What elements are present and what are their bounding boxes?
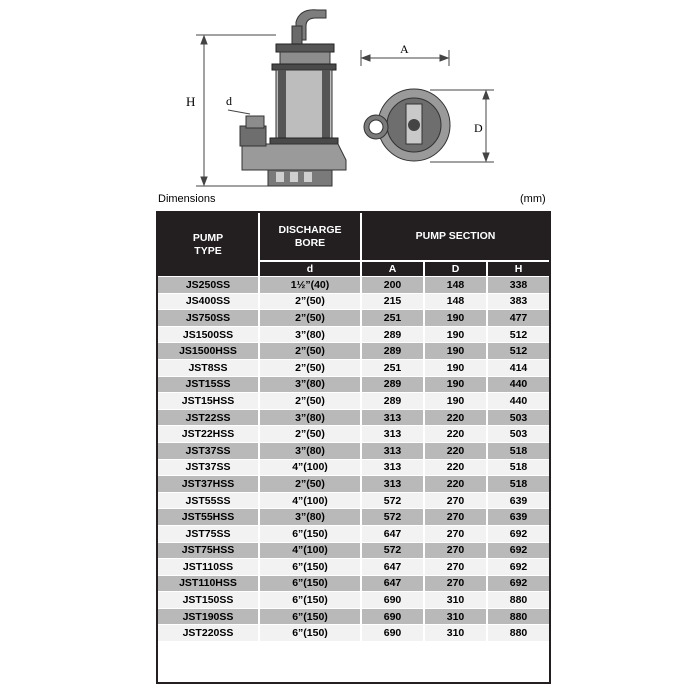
cell-h: 512 [486,326,549,343]
cell-discharge-bore: 6”(150) [258,624,360,641]
cell-pump-type: JST22HSS [158,425,258,442]
header-discharge-bore [258,213,360,260]
cell-pump-type: JST220SS [158,624,258,641]
header-pump-type-line2: TYPE [194,244,222,257]
cell-d: 310 [423,624,486,641]
cell-d: 190 [423,392,486,409]
cell-h: 880 [486,608,549,625]
cell-pump-type: JST75HSS [158,542,258,559]
cell-discharge-bore: 3”(80) [258,326,360,343]
bore-label: d [226,94,232,108]
cell-a: 647 [360,575,423,592]
cell-d: 270 [423,575,486,592]
cell-d: 220 [423,475,486,492]
cell-a: 251 [360,309,423,326]
cell-discharge-bore: 2”(50) [258,359,360,376]
cell-pump-type: JS1500SS [158,326,258,343]
cell-h: 414 [486,359,549,376]
cell-pump-type: JST110SS [158,558,258,575]
cell-d: 190 [423,376,486,393]
cell-pump-type: JST55HSS [158,508,258,525]
cell-pump-type: JST110HSS [158,575,258,592]
cell-pump-type: JS1500HSS [158,342,258,359]
cell-d: 270 [423,508,486,525]
cell-pump-type: JST150SS [158,591,258,608]
cell-discharge-bore: 1½”(40) [258,276,360,293]
cell-h: 383 [486,293,549,310]
table-row [158,409,549,426]
cell-h: 692 [486,558,549,575]
subheader-depth: D [423,260,486,276]
header-discharge-line2: BORE [294,236,326,249]
header-pump-type-line1: PUMP [192,231,224,244]
cell-d: 190 [423,342,486,359]
cell-h: 639 [486,508,549,525]
cell-pump-type: JST8SS [158,359,258,376]
cell-d: 220 [423,425,486,442]
cell-discharge-bore: 2”(50) [258,475,360,492]
cell-h: 503 [486,425,549,442]
cell-a: 313 [360,409,423,426]
table-row [158,575,549,592]
cell-discharge-bore: 6”(150) [258,591,360,608]
cell-pump-type: JS750SS [158,309,258,326]
unit-caption: (mm) [520,193,546,205]
cell-a: 313 [360,425,423,442]
table-row [158,525,549,542]
cell-d: 220 [423,409,486,426]
cell-discharge-bore: 4”(100) [258,459,360,476]
cell-h: 477 [486,309,549,326]
cell-discharge-bore: 2”(50) [258,425,360,442]
cell-discharge-bore: 4”(100) [258,542,360,559]
cell-d: 148 [423,276,486,293]
cell-a: 572 [360,492,423,509]
pump-dimension-drawings [0,0,700,195]
cell-h: 880 [486,624,549,641]
cell-h: 440 [486,392,549,409]
cell-discharge-bore: 3”(80) [258,376,360,393]
cell-discharge-bore: 2”(50) [258,392,360,409]
width-label: A [400,42,409,56]
cell-h: 440 [486,376,549,393]
cell-pump-type: JST15HSS [158,392,258,409]
cell-pump-type: JST190SS [158,608,258,625]
cell-a: 215 [360,293,423,310]
cell-d: 190 [423,309,486,326]
table-row [158,608,549,625]
cell-h: 692 [486,575,549,592]
table-row [158,276,549,293]
table-row [158,542,549,559]
cell-a: 200 [360,276,423,293]
cell-discharge-bore: 2”(50) [258,309,360,326]
cell-a: 690 [360,624,423,641]
cell-h: 639 [486,492,549,509]
cell-a: 289 [360,392,423,409]
cell-a: 572 [360,508,423,525]
cell-pump-type: JST55SS [158,492,258,509]
cell-pump-type: JS250SS [158,276,258,293]
header-discharge-line1: DISCHARGE [278,223,342,236]
table-row [158,624,549,641]
cell-h: 692 [486,525,549,542]
cell-discharge-bore: 3”(80) [258,409,360,426]
cell-a: 572 [360,542,423,559]
table-row [158,442,549,459]
cell-discharge-bore: 6”(150) [258,558,360,575]
cell-d: 270 [423,542,486,559]
cell-pump-type: JST75SS [158,525,258,542]
cell-h: 338 [486,276,549,293]
cell-a: 313 [360,475,423,492]
cell-h: 518 [486,459,549,476]
pump-top-view [364,89,450,161]
cell-d: 148 [423,293,486,310]
cell-a: 289 [360,376,423,393]
cell-discharge-bore: 6”(150) [258,575,360,592]
cell-d: 220 [423,442,486,459]
cell-a: 289 [360,326,423,343]
cell-discharge-bore: 6”(150) [258,525,360,542]
cell-h: 518 [486,475,549,492]
cell-h: 503 [486,409,549,426]
header-pump-section: PUMP SECTION [360,213,549,260]
cell-d: 190 [423,326,486,343]
table-row [158,342,549,359]
cell-discharge-bore: 2”(50) [258,342,360,359]
table-row [158,492,549,509]
subheader-d: d [258,260,360,276]
table-row [158,425,549,442]
pump-dimension-table [158,213,549,641]
cell-d: 270 [423,492,486,509]
height-label: H [186,94,196,109]
cell-pump-type: JST37SS [158,442,258,459]
subheader-h: H [486,260,549,276]
cell-pump-type: JST22SS [158,409,258,426]
cell-d: 310 [423,608,486,625]
cell-discharge-bore: 6”(150) [258,608,360,625]
cell-pump-type: JS400SS [158,293,258,310]
cell-a: 647 [360,525,423,542]
cell-discharge-bore: 2”(50) [258,293,360,310]
cell-d: 310 [423,591,486,608]
dimensions-caption: Dimensions [158,193,216,205]
cell-a: 647 [360,558,423,575]
cell-h: 512 [486,342,549,359]
cell-d: 220 [423,459,486,476]
table-row [158,475,549,492]
cell-pump-type: JST15SS [158,376,258,393]
cell-a: 313 [360,442,423,459]
table-row [158,326,549,343]
cell-discharge-bore: 4”(100) [258,492,360,509]
table-row [158,309,549,326]
cell-discharge-bore: 3”(80) [258,442,360,459]
cell-pump-type: JST37SS [158,459,258,476]
cell-d: 190 [423,359,486,376]
subheader-a: A [360,260,423,276]
table-body [158,276,549,641]
cell-d: 270 [423,525,486,542]
depth-label: D [474,121,483,135]
table-row [158,508,549,525]
pump-side-view [240,10,346,186]
cell-h: 518 [486,442,549,459]
cell-a: 313 [360,459,423,476]
cell-d: 270 [423,558,486,575]
cell-h: 880 [486,591,549,608]
cell-a: 289 [360,342,423,359]
cell-discharge-bore: 3”(80) [258,508,360,525]
table-row [158,359,549,376]
table-row [158,591,549,608]
header-pump-type [158,213,258,276]
table-row [158,392,549,409]
cell-a: 690 [360,608,423,625]
table-row [158,459,549,476]
cell-a: 251 [360,359,423,376]
cell-pump-type: JST37HSS [158,475,258,492]
cell-h: 692 [486,542,549,559]
table-row [158,558,549,575]
table-row [158,293,549,310]
table-row [158,376,549,393]
cell-a: 690 [360,591,423,608]
